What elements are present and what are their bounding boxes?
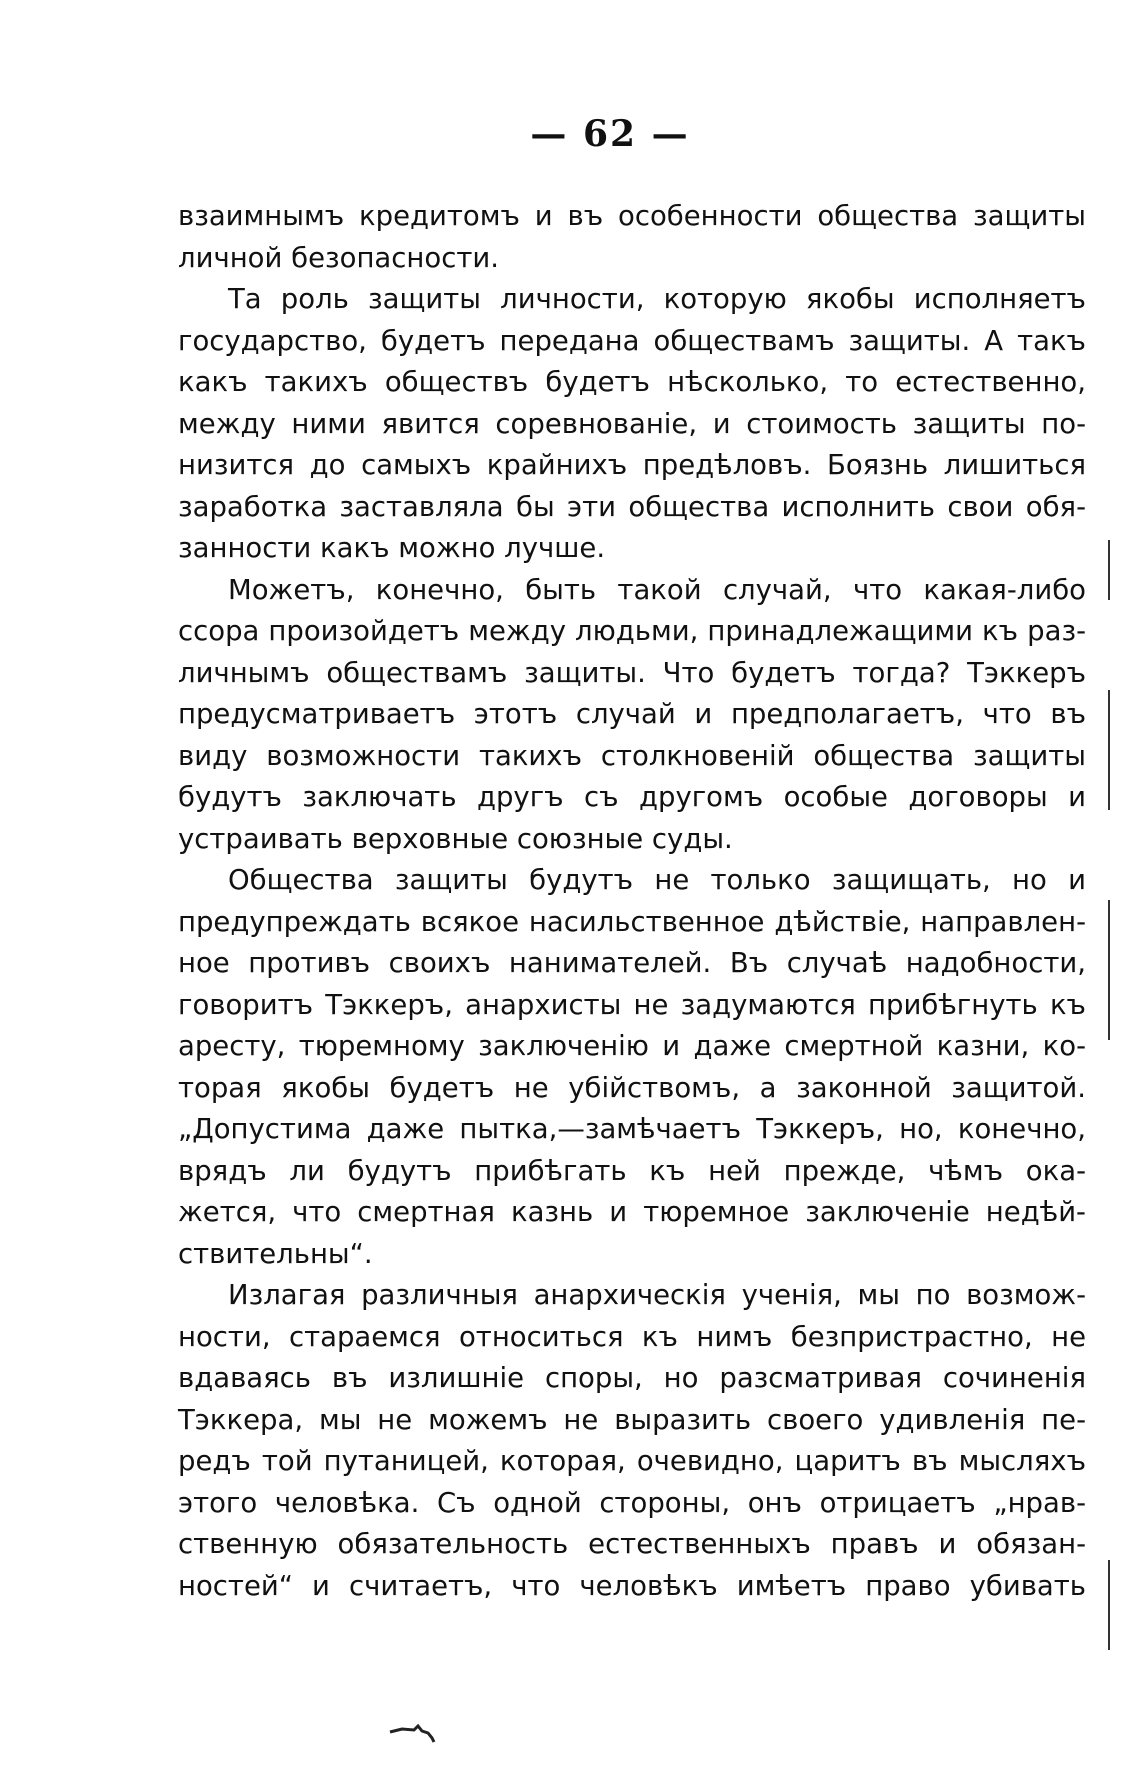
text-line: ное противъ своихъ нанимателей. Въ случаѣ надобности, bbox=[178, 947, 1086, 979]
text-line: Та роль защиты личности, которую якобы исполняетъ bbox=[228, 283, 1086, 315]
text-line: вдаваясь въ излишніе споры, но разсматривая сочиненія bbox=[178, 1362, 1086, 1394]
margin-scan-mark bbox=[1108, 1560, 1110, 1650]
text-line: между ними явится соревнованіе, и стоимость защиты по- bbox=[178, 407, 1086, 440]
text-line: торая якобы будетъ не убійствомъ, а законной защитой. bbox=[178, 1071, 1086, 1104]
text-line: низится до самыхъ крайнихъ предѣловъ. Боязнь лишиться bbox=[178, 449, 1086, 481]
text-line: редъ той путаницей, которая, очевидно, царитъ въ мысляхъ bbox=[178, 1445, 1086, 1477]
text-line: устраивать верховные союзные суды. bbox=[178, 822, 733, 855]
page-number: — 62 — bbox=[530, 113, 690, 155]
text-line: какъ такихъ обществъ будетъ нѣсколько, то естественно, bbox=[178, 366, 1086, 398]
text-line: ностей“ и считаетъ, что человѣкъ имѣетъ право убивать bbox=[178, 1569, 1086, 1602]
text-line: заработка заставляла бы эти общества исполнить свои обя- bbox=[178, 490, 1086, 523]
text-line: ности, стараемся относиться къ нимъ безпристрастно, не bbox=[178, 1320, 1086, 1353]
text-line: государство, будетъ передана обществамъ защиты. А такъ bbox=[178, 324, 1086, 357]
text-line: Общества защиты будутъ не только защищать, но и bbox=[228, 864, 1086, 896]
margin-scan-mark bbox=[1108, 900, 1110, 1040]
text-line: Тэккера, мы не можемъ не выразить своего удивленія пе- bbox=[178, 1403, 1086, 1436]
text-line: аресту, тюремному заключенію и даже смертной казни, ко- bbox=[178, 1030, 1086, 1062]
text-line: Излагая различныя анархическія ученія, мы по возмож- bbox=[228, 1279, 1086, 1311]
text-line: ственную обязательность естественныхъ правъ и обязан- bbox=[178, 1528, 1086, 1560]
text-line: взаимнымъ кредитомъ и въ особенности общества защиты bbox=[178, 200, 1086, 232]
text-line: предупреждать всякое насильственное дѣйствіе, направлен- bbox=[178, 905, 1086, 938]
margin-scan-mark bbox=[1108, 540, 1110, 600]
text-line: виду возможности такихъ столкновеній общества защиты bbox=[178, 739, 1086, 772]
text-line: ссора произойдетъ между людьми, принадлежащими къ раз- bbox=[178, 615, 1086, 647]
text-line: личной безопасности. bbox=[178, 241, 499, 274]
text-line: врядъ ли будутъ прибѣгать къ ней прежде, чѣмъ ока- bbox=[178, 1154, 1086, 1187]
ink-smudge bbox=[388, 1720, 458, 1744]
body-text bbox=[178, 196, 1086, 1607]
text-line: говоритъ Тэккеръ, анархисты не задумаются прибѣгнуть къ bbox=[178, 988, 1086, 1021]
text-line: ствительны“. bbox=[178, 1237, 373, 1270]
text-line: занности какъ можно лучше. bbox=[178, 532, 606, 564]
text-line: личнымъ обществамъ защиты. Что будетъ тогда? Тэккеръ bbox=[178, 656, 1086, 689]
text-line: „Допустима даже пытка,—замѣчаетъ Тэккеръ, но, конечно, bbox=[178, 1113, 1086, 1145]
text-line: предусматриваетъ этотъ случай и предполагаетъ, что въ bbox=[178, 698, 1086, 730]
text-line: Можетъ, конечно, быть такой случай, что какая-либо bbox=[228, 573, 1086, 606]
text-line: этого человѣка. Съ одной стороны, онъ отрицаетъ „нрав- bbox=[178, 1486, 1086, 1519]
margin-scan-mark bbox=[1108, 690, 1110, 810]
text-line: жется, что смертная казнь и тюремное заключеніе недѣй- bbox=[178, 1196, 1086, 1228]
text-line: будутъ заключать другъ съ другомъ особые договоры и bbox=[178, 781, 1086, 813]
